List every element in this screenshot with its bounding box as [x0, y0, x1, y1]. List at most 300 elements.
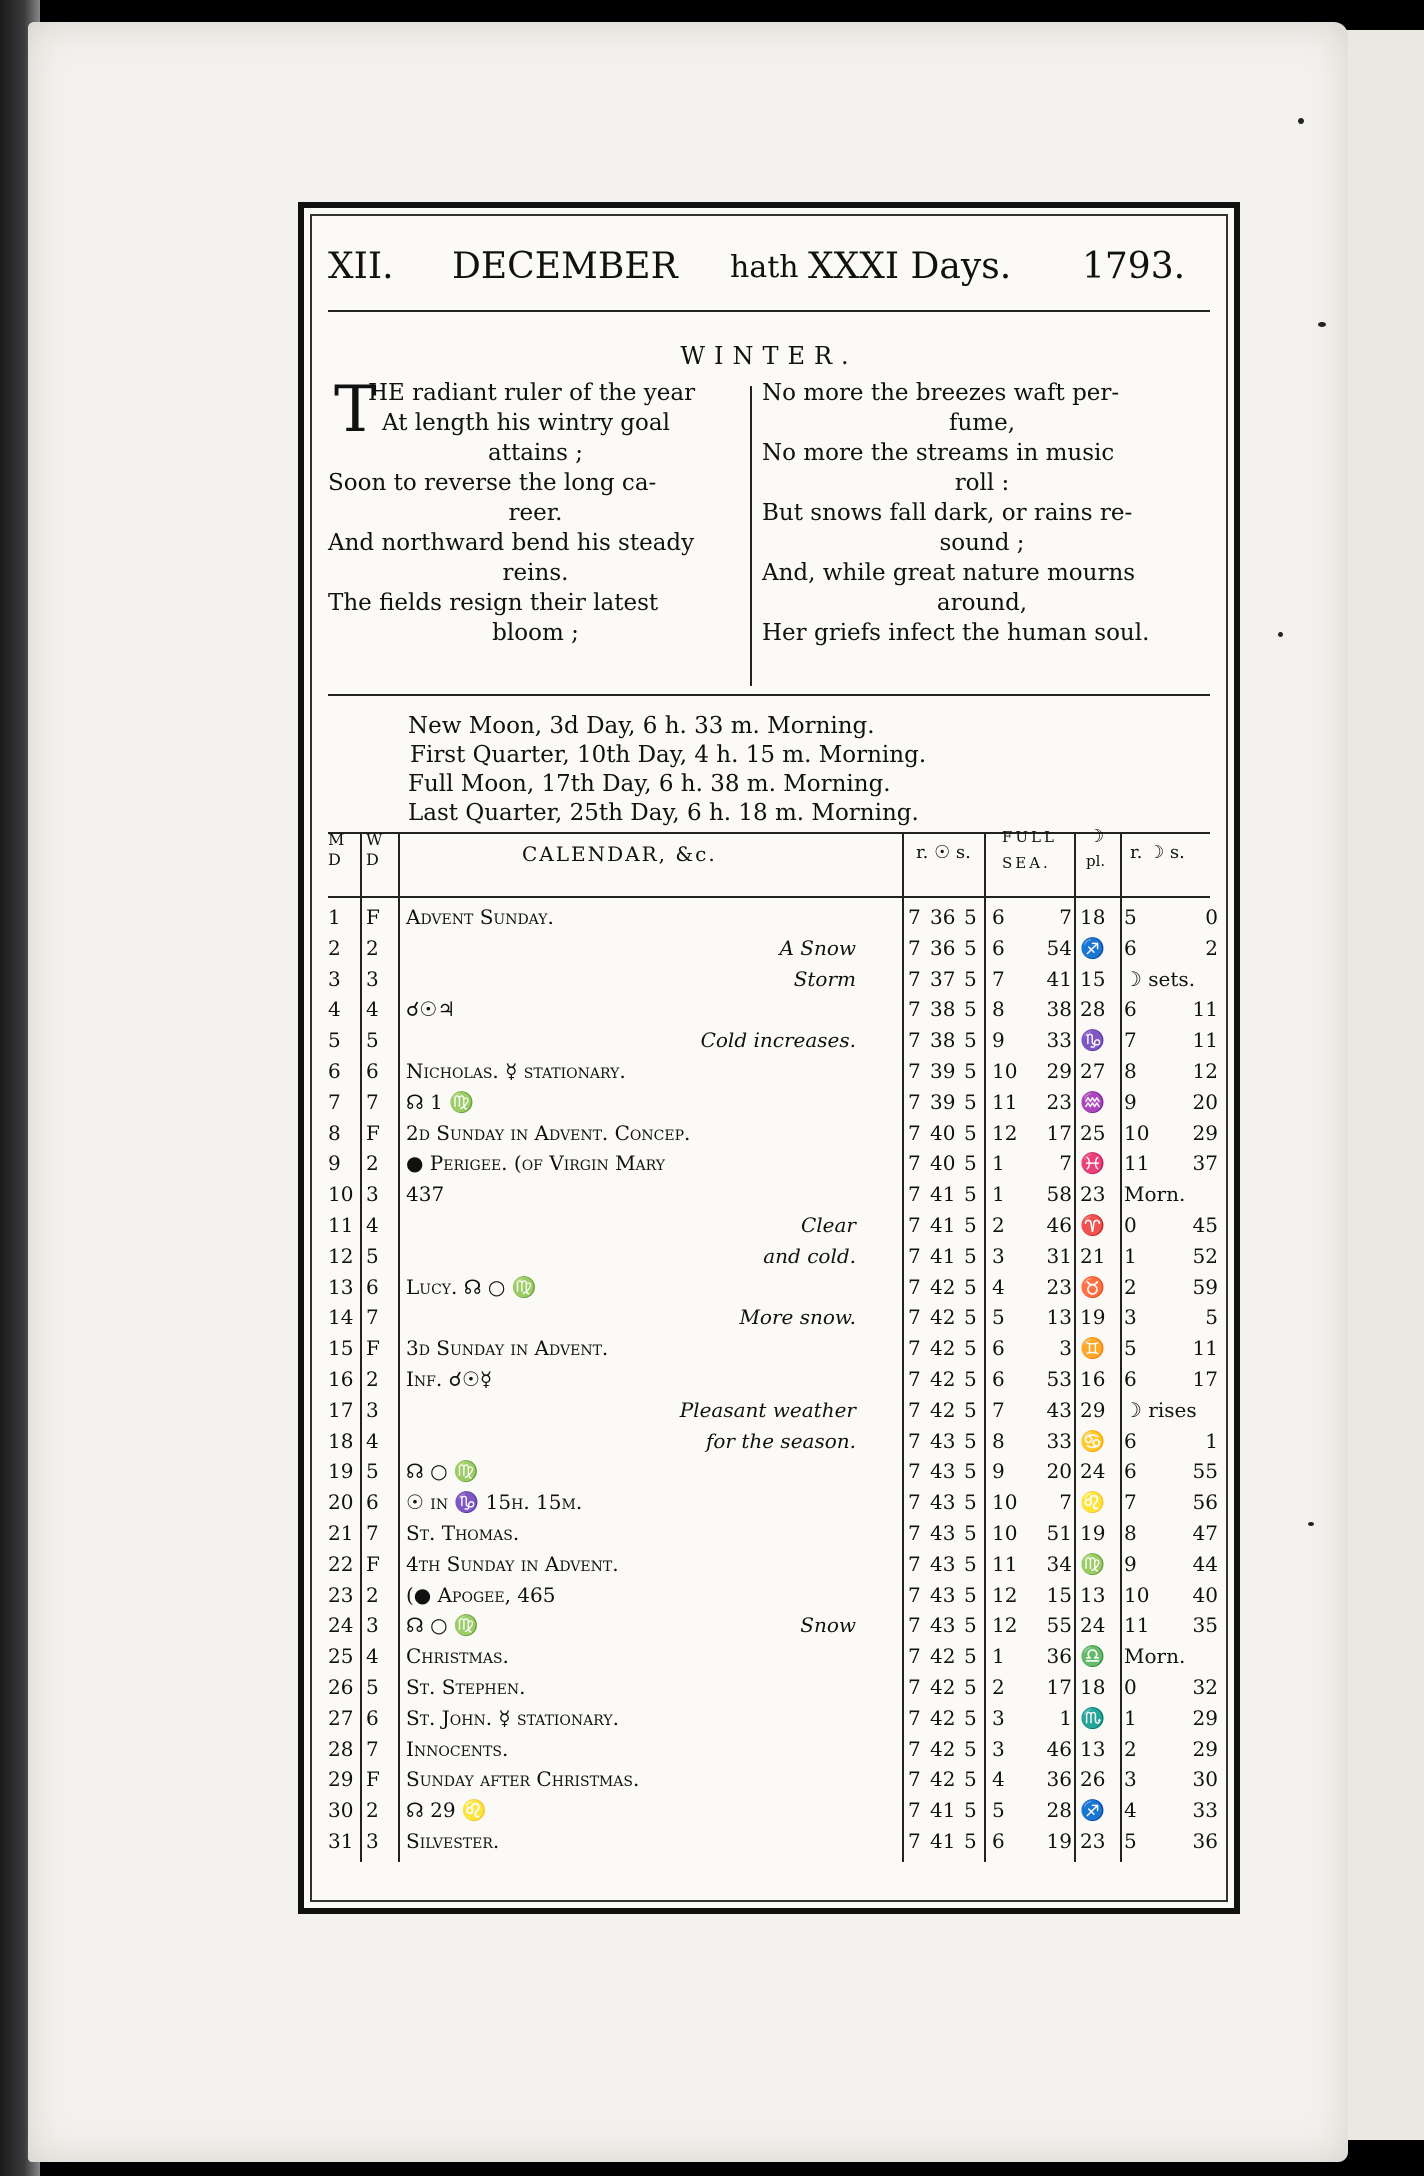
sun-set-hour: 5 — [964, 1798, 977, 1823]
day-of-month: 13 — [328, 1274, 354, 1299]
moon-rise-set-minute: 5 — [1205, 1305, 1218, 1330]
weather-note: Clear — [800, 1213, 856, 1237]
day-of-week: 3 — [366, 966, 379, 991]
sun-rise-hour: 7 — [908, 997, 921, 1022]
calendar-row — [322, 1087, 1216, 1117]
moon-place: ♌ — [1080, 1490, 1105, 1515]
sun-set-hour: 5 — [964, 1705, 977, 1730]
day-of-week: 5 — [366, 1243, 379, 1268]
calendar-row — [322, 1395, 1216, 1425]
full-sea-minute: 17 — [1046, 1675, 1072, 1699]
moon-rise-set-minute: 29 — [1192, 1120, 1218, 1145]
weather-note: Cold increases. — [700, 1028, 856, 1053]
sun-set-hour: 5 — [964, 1305, 977, 1330]
day-of-month: 2 — [328, 935, 341, 960]
calendar-entry: Sunday after Christmas. — [406, 1767, 640, 1792]
calendar-row — [322, 1333, 1216, 1363]
full-sea-hour: 2 — [992, 1675, 1005, 1699]
full-sea-minute: 31 — [1046, 1243, 1072, 1268]
day-of-week: F — [366, 1120, 380, 1145]
sun-set-hour: 5 — [964, 1274, 977, 1299]
calendar-entry: 437 — [406, 1182, 445, 1207]
moon-rise-set: ☽ sets. — [1124, 966, 1196, 991]
moon-rise-set: 0 — [1124, 1675, 1137, 1699]
moon-rise-set-minute: 37 — [1192, 1151, 1218, 1176]
day-of-month: 11 — [328, 1213, 354, 1237]
sun-set-hour: 5 — [964, 1736, 977, 1761]
sun-set-hour: 5 — [964, 1213, 977, 1237]
full-sea-hour: 12 — [992, 1582, 1018, 1607]
calendar-row — [322, 1118, 1216, 1148]
moon-rise-set-minute: 55 — [1192, 1459, 1218, 1484]
calendar-entry: (● Apogee, 465 — [406, 1582, 556, 1607]
day-of-month: 16 — [328, 1367, 354, 1391]
poem-line: attains ; — [488, 440, 583, 466]
calendar-entry: ☊ ○ ♍ — [406, 1459, 479, 1484]
full-sea-hour: 7 — [992, 1397, 1005, 1422]
day-of-month: 9 — [328, 1151, 341, 1176]
weather-note: and cold. — [763, 1243, 856, 1268]
sun-set-hour: 5 — [964, 1675, 977, 1699]
moon-rise-set: 5 — [1124, 1829, 1137, 1853]
sun-rise-hour: 7 — [908, 1644, 921, 1669]
calendar-entry: Innocents. — [406, 1736, 509, 1761]
sun-rise-minute: 43 — [930, 1551, 956, 1576]
phase-full-moon: Full Moon, 17th Day, 6 h. 38 m. Morning. — [408, 771, 891, 797]
day-of-month: 3 — [328, 966, 341, 991]
sun-rise-minute: 43 — [930, 1428, 956, 1453]
day-of-week: 3 — [366, 1182, 379, 1207]
sun-rise-minute: 42 — [930, 1336, 956, 1361]
sun-rise-minute: 43 — [930, 1582, 956, 1607]
full-sea-hour: 2 — [992, 1213, 1005, 1237]
day-of-week: 6 — [366, 1705, 379, 1730]
sun-rise-minute: 42 — [930, 1644, 956, 1669]
full-sea-minute: 20 — [1046, 1459, 1072, 1484]
day-of-month: 27 — [328, 1705, 354, 1730]
calendar-row — [322, 1025, 1216, 1055]
moon-rise-set: 7 — [1124, 1028, 1137, 1053]
poem-line: reins. — [502, 560, 569, 586]
day-of-month: 10 — [328, 1182, 354, 1207]
calendar-entry: Lucy. ☊ ○ ♍ — [406, 1274, 537, 1299]
day-of-week: F — [366, 1336, 380, 1361]
calendar-entry: ☉ in ♑ 15h. 15m. — [406, 1490, 583, 1515]
moon-rise-set-minute: 52 — [1192, 1243, 1218, 1268]
sun-rise-minute: 36 — [930, 935, 956, 960]
moon-rise-set-minute: 29 — [1192, 1705, 1218, 1730]
full-sea-minute: 7 — [1059, 905, 1072, 929]
day-of-month: 8 — [328, 1120, 341, 1145]
day-of-week: 4 — [366, 997, 379, 1022]
full-sea-minute: 33 — [1046, 1428, 1072, 1453]
sun-rise-minute: 43 — [930, 1490, 956, 1515]
calendar-row — [322, 1179, 1216, 1209]
season-title: WINTER. — [680, 342, 858, 370]
col-header-week-day: W D — [366, 830, 383, 869]
full-sea-hour: 1 — [992, 1151, 1005, 1176]
day-of-week: 4 — [366, 1428, 379, 1453]
moon-place: 29 — [1080, 1397, 1106, 1422]
sun-set-hour: 5 — [964, 1551, 977, 1576]
sun-rise-minute: 39 — [930, 1089, 956, 1114]
sun-rise-minute: 43 — [930, 1613, 956, 1638]
day-of-month: 14 — [328, 1305, 354, 1330]
day-of-week: 5 — [366, 1028, 379, 1053]
poem-line: around, — [936, 590, 1028, 616]
full-sea-minute: 23 — [1046, 1089, 1072, 1114]
moon-place: 23 — [1080, 1829, 1106, 1853]
col-header-moon-rs: r. ☽ s. — [1130, 842, 1185, 863]
full-sea-hour: 6 — [992, 1336, 1005, 1361]
month-title-hath: hath — [730, 250, 799, 285]
moon-rise-set-minute: 11 — [1192, 1028, 1218, 1053]
poem-line: And, while great nature mourns — [762, 560, 1136, 586]
full-sea-minute: 17 — [1046, 1120, 1072, 1145]
day-of-month: 17 — [328, 1397, 354, 1422]
moon-rise-set: 4 — [1124, 1798, 1137, 1823]
day-of-month: 29 — [328, 1767, 354, 1792]
moon-rise-set-minute: 33 — [1192, 1798, 1218, 1823]
sun-rise-hour: 7 — [908, 1490, 921, 1515]
poem-rule — [328, 694, 1210, 696]
sun-rise-hour: 7 — [908, 1736, 921, 1761]
moon-rise-set-minute: 44 — [1192, 1551, 1218, 1576]
moon-rise-set: 9 — [1124, 1551, 1137, 1576]
calendar-row — [322, 1056, 1216, 1086]
moon-place: 27 — [1080, 1059, 1106, 1083]
sun-set-hour: 5 — [964, 997, 977, 1022]
weather-note: for the season. — [705, 1428, 856, 1453]
sun-rise-hour: 7 — [908, 1120, 921, 1145]
poem-line: No more the breezes waft per- — [762, 380, 1120, 406]
moon-place: ♐ — [1080, 935, 1105, 960]
moon-place: 24 — [1080, 1613, 1106, 1638]
weather-note: A Snow — [779, 935, 856, 960]
day-of-week: 7 — [366, 1305, 379, 1330]
sun-rise-hour: 7 — [908, 1305, 921, 1330]
moon-rise-set: 10 — [1124, 1582, 1150, 1607]
moon-rise-set: 1 — [1124, 1243, 1137, 1268]
moon-place: 24 — [1080, 1459, 1106, 1484]
poem-line: reer. — [508, 500, 563, 526]
day-of-week: 7 — [366, 1089, 379, 1114]
full-sea-hour: 12 — [992, 1120, 1018, 1145]
poem-left-column — [328, 373, 743, 648]
full-sea-hour: 11 — [992, 1551, 1018, 1576]
moon-place: ♒ — [1080, 1089, 1105, 1114]
sun-rise-minute: 37 — [930, 966, 956, 991]
day-of-week: F — [366, 1551, 380, 1576]
full-sea-hour: 6 — [992, 905, 1005, 929]
moon-place: 25 — [1080, 1120, 1106, 1145]
sun-set-hour: 5 — [964, 1767, 977, 1792]
sun-rise-hour: 7 — [908, 1182, 921, 1207]
sun-rise-minute: 36 — [930, 905, 956, 929]
day-of-month: 7 — [328, 1089, 341, 1114]
day-of-month: 21 — [328, 1521, 354, 1545]
full-sea-hour: 5 — [992, 1305, 1005, 1330]
moon-place: 26 — [1080, 1767, 1106, 1792]
calendar-row — [322, 1426, 1216, 1456]
full-sea-hour: 5 — [992, 1798, 1005, 1823]
calendar-entry: 2d Sunday in Advent. Concep. — [406, 1120, 691, 1145]
day-of-week: 2 — [366, 935, 379, 960]
sun-rise-minute: 40 — [930, 1151, 956, 1176]
sun-set-hour: 5 — [964, 1521, 977, 1545]
day-of-month: 18 — [328, 1428, 354, 1453]
sun-rise-minute: 43 — [930, 1459, 956, 1484]
full-sea-hour: 1 — [992, 1644, 1005, 1669]
moon-place: 13 — [1080, 1582, 1106, 1607]
calendar-row — [322, 994, 1216, 1024]
moon-rise-set: Morn. — [1124, 1182, 1186, 1207]
sun-set-hour: 5 — [964, 1613, 977, 1638]
full-sea-minute: 28 — [1046, 1798, 1072, 1823]
sun-set-hour: 5 — [964, 1028, 977, 1053]
sun-rise-hour: 7 — [908, 1582, 921, 1607]
day-of-week: 5 — [366, 1675, 379, 1699]
full-sea-hour: 7 — [992, 966, 1005, 991]
sun-set-hour: 5 — [964, 1182, 977, 1207]
day-of-week: 2 — [366, 1151, 379, 1176]
sun-set-hour: 5 — [964, 1367, 977, 1391]
day-of-month: 26 — [328, 1675, 354, 1699]
sun-rise-hour: 7 — [908, 1705, 921, 1730]
moon-rise-set: 2 — [1124, 1274, 1137, 1299]
full-sea-minute: 1 — [1059, 1705, 1072, 1730]
poem-line: And northward bend his steady — [328, 530, 695, 556]
sun-rise-hour: 7 — [908, 1151, 921, 1176]
day-of-week: 2 — [366, 1582, 379, 1607]
full-sea-hour: 8 — [992, 997, 1005, 1022]
sun-rise-minute: 41 — [930, 1798, 956, 1823]
calendar-entry: St. John. ☿ stationary. — [406, 1705, 619, 1730]
ink-speck — [1278, 632, 1283, 637]
moon-place: ♉ — [1080, 1274, 1105, 1299]
day-of-month: 22 — [328, 1551, 354, 1576]
moon-place: 28 — [1080, 997, 1106, 1022]
day-of-month: 15 — [328, 1336, 354, 1361]
poem-dropcap: T — [334, 373, 377, 447]
full-sea-minute: 23 — [1046, 1274, 1072, 1299]
moon-place: 18 — [1080, 905, 1106, 929]
phase-first-quarter: First Quarter, 10th Day, 4 h. 15 m. Morning. — [410, 742, 927, 768]
full-sea-hour: 10 — [992, 1490, 1018, 1515]
day-of-week: F — [366, 1767, 380, 1792]
moon-rise-set: Morn. — [1124, 1644, 1186, 1669]
moon-rise-set: 2 — [1124, 1736, 1137, 1761]
full-sea-hour: 6 — [992, 1367, 1005, 1391]
day-of-week: 3 — [366, 1397, 379, 1422]
sun-set-hour: 5 — [964, 1151, 977, 1176]
sun-rise-minute: 41 — [930, 1829, 956, 1853]
moon-rise-set: 6 — [1124, 935, 1137, 960]
poem-line: fume, — [948, 410, 1016, 436]
full-sea-minute: 33 — [1046, 1028, 1072, 1053]
moon-rise-set-minute: 17 — [1192, 1367, 1218, 1391]
full-sea-hour: 10 — [992, 1059, 1018, 1083]
sun-rise-minute: 42 — [930, 1274, 956, 1299]
month-header — [322, 246, 1216, 298]
poem-line: At length his wintry goal — [382, 410, 670, 436]
day-of-month: 28 — [328, 1736, 354, 1761]
year: 1793. — [1082, 246, 1186, 287]
ink-speck — [1308, 1522, 1314, 1526]
sun-rise-hour: 7 — [908, 1059, 921, 1083]
moon-rise-set-minute: 40 — [1192, 1582, 1218, 1607]
moon-place: ♎ — [1080, 1644, 1105, 1669]
frame-inner — [322, 226, 1216, 1890]
day-of-week: 4 — [366, 1213, 379, 1237]
moon-rise-set: 3 — [1124, 1305, 1137, 1330]
full-sea-minute: 51 — [1046, 1521, 1072, 1545]
sun-rise-minute: 39 — [930, 1059, 956, 1083]
sun-set-hour: 5 — [964, 1490, 977, 1515]
full-sea-minute: 3 — [1059, 1336, 1072, 1361]
calendar-row — [322, 1148, 1216, 1178]
moon-place: ♓ — [1080, 1151, 1105, 1176]
poem-right-column — [762, 378, 1202, 648]
day-of-month: 19 — [328, 1459, 354, 1484]
col-header-moon-place-2: pl. — [1086, 852, 1106, 870]
sun-set-hour: 5 — [964, 1397, 977, 1422]
moon-rise-set-minute: 11 — [1192, 1336, 1218, 1361]
moon-place: ♊ — [1080, 1336, 1105, 1361]
sun-set-hour: 5 — [964, 1336, 977, 1361]
poem-line: Soon to reverse the long ca- — [328, 470, 657, 496]
sun-rise-hour: 7 — [908, 1613, 921, 1638]
phase-last-quarter: Last Quarter, 25th Day, 6 h. 18 m. Morning. — [408, 800, 919, 826]
day-of-week: 7 — [366, 1736, 379, 1761]
day-of-month: 12 — [328, 1243, 354, 1268]
sun-rise-minute: 41 — [930, 1243, 956, 1268]
moon-rise-set: 6 — [1124, 997, 1137, 1022]
moon-rise-set-minute: 29 — [1192, 1736, 1218, 1761]
sun-set-hour: 5 — [964, 935, 977, 960]
full-sea-minute: 54 — [1046, 935, 1072, 960]
moon-rise-set: 6 — [1124, 1428, 1137, 1453]
full-sea-hour: 11 — [992, 1089, 1018, 1114]
phase-new-moon: New Moon, 3d Day, 6 h. 33 m. Morning. — [408, 713, 875, 739]
calendar-entry: ☊ ○ ♍ — [406, 1613, 479, 1638]
moon-place: ♑ — [1080, 1028, 1105, 1053]
moon-place: 23 — [1080, 1182, 1106, 1207]
weather-note: Snow — [800, 1613, 856, 1638]
full-sea-hour: 4 — [992, 1767, 1005, 1792]
full-sea-hour: 10 — [992, 1521, 1018, 1545]
sun-rise-hour: 7 — [908, 1397, 921, 1422]
calendar-entry: Silvester. — [406, 1829, 500, 1853]
full-sea-hour: 6 — [992, 1829, 1005, 1853]
sun-rise-minute: 42 — [930, 1767, 956, 1792]
moon-rise-set-minute: 36 — [1192, 1829, 1218, 1853]
weather-note: Storm — [793, 966, 856, 991]
day-of-month: 23 — [328, 1582, 354, 1607]
calendar-row — [322, 964, 1216, 994]
day-of-month: 31 — [328, 1829, 354, 1853]
calendar-row — [322, 1302, 1216, 1332]
poem-line: roll : — [954, 470, 1010, 496]
moon-rise-set-minute: 2 — [1205, 935, 1218, 960]
sun-rise-minute: 42 — [930, 1675, 956, 1699]
calendar-entry: Christmas. — [406, 1644, 509, 1669]
day-of-week: 6 — [366, 1274, 379, 1299]
day-of-week: 4 — [366, 1644, 379, 1669]
full-sea-minute: 7 — [1059, 1151, 1072, 1176]
moon-rise-set: 9 — [1124, 1089, 1137, 1114]
moon-rise-set-minute: 59 — [1192, 1274, 1218, 1299]
full-sea-minute: 53 — [1046, 1367, 1072, 1391]
poem-line: No more the streams in music — [762, 440, 1115, 466]
moon-place: ♈ — [1080, 1213, 1105, 1237]
day-of-month: 25 — [328, 1644, 354, 1669]
full-sea-minute: 41 — [1046, 966, 1072, 991]
sun-rise-hour: 7 — [908, 1521, 921, 1545]
col-header-sun: r. ☉ s. — [916, 842, 971, 863]
moon-rise-set: 1 — [1124, 1705, 1137, 1730]
full-sea-minute: 29 — [1046, 1059, 1072, 1083]
sun-set-hour: 5 — [964, 1459, 977, 1484]
calendar-entry: 4th Sunday in Advent. — [406, 1551, 619, 1576]
weather-note: More snow. — [739, 1305, 856, 1330]
calendar-entry: ☊ 29 ♌ — [406, 1798, 487, 1823]
sun-rise-hour: 7 — [908, 1274, 921, 1299]
calendar-entry: ☊ 1 ♍ — [406, 1089, 475, 1114]
calendar-entry: 3d Sunday in Advent. — [406, 1336, 609, 1361]
moon-rise-set-minute: 47 — [1192, 1521, 1218, 1545]
full-sea-minute: 36 — [1046, 1644, 1072, 1669]
month-number: XII. — [328, 246, 394, 287]
moon-place: ♐ — [1080, 1798, 1105, 1823]
moon-rise-set: 10 — [1124, 1120, 1150, 1145]
sun-set-hour: 5 — [964, 1829, 977, 1853]
moon-rise-set-minute: 11 — [1192, 997, 1218, 1022]
month-days: XXXI Days. — [808, 246, 1012, 287]
ink-speck — [1318, 322, 1326, 327]
full-sea-hour: 3 — [992, 1705, 1005, 1730]
calendar-row — [322, 1364, 1216, 1394]
sun-set-hour: 5 — [964, 966, 977, 991]
calendar-entry: Nicholas. ☿ stationary. — [406, 1059, 626, 1083]
full-sea-minute: 34 — [1046, 1551, 1072, 1576]
poem-line: But snows fall dark, or rains re- — [762, 500, 1133, 526]
sun-rise-minute: 38 — [930, 997, 956, 1022]
sun-set-hour: 5 — [964, 1582, 977, 1607]
sun-rise-minute: 42 — [930, 1736, 956, 1761]
calendar-entry: ☌☉♃ — [406, 997, 456, 1022]
moon-place: 15 — [1080, 966, 1106, 991]
calendar-row — [322, 1672, 1216, 1702]
day-of-month: 4 — [328, 997, 341, 1022]
calendar-entry: St. Thomas. — [406, 1521, 520, 1545]
ink-speck — [1298, 118, 1304, 124]
moon-phases — [408, 712, 926, 828]
moon-place: 19 — [1080, 1521, 1106, 1545]
sun-rise-hour: 7 — [908, 1028, 921, 1053]
moon-rise-set-minute: 32 — [1192, 1675, 1218, 1699]
sun-rise-minute: 42 — [930, 1397, 956, 1422]
day-of-week: 2 — [366, 1798, 379, 1823]
full-sea-minute: 15 — [1046, 1582, 1072, 1607]
moon-rise-set-minute: 35 — [1192, 1613, 1218, 1638]
day-of-week: F — [366, 905, 380, 929]
weather-note: Pleasant weather — [679, 1397, 856, 1422]
full-sea-hour: 8 — [992, 1428, 1005, 1453]
sun-rise-minute: 40 — [930, 1120, 956, 1145]
sun-rise-minute: 41 — [930, 1182, 956, 1207]
day-of-month: 24 — [328, 1613, 354, 1638]
